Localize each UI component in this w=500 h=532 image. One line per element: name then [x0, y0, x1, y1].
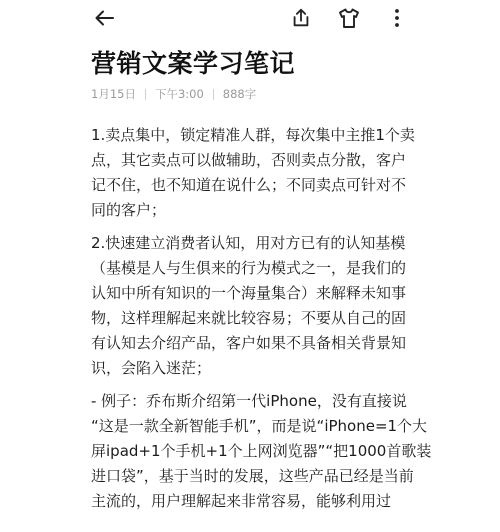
note-time: 下午3:00 — [154, 87, 204, 101]
text-line: （基模是人与生俱来的行为模式之一，是我们的 — [91, 259, 407, 277]
note-title: 营销文案学习笔记 — [91, 49, 296, 78]
share-button[interactable] — [287, 4, 315, 32]
note-meta — [91, 86, 256, 102]
text-line: 同的客户； — [91, 201, 167, 219]
text-line: 主流的，用户理解起来非常容易，能够利用过 — [91, 492, 392, 510]
text-line: 认知中所有知识的一个海量集合）来解释未知事 — [91, 284, 407, 302]
arrow-left-icon — [93, 6, 117, 30]
text-line: 物，这样理解起来就比较容易；不要从自己的固 — [91, 309, 407, 327]
paragraph — [91, 231, 413, 381]
note-word-count: 888字 — [222, 87, 257, 101]
paragraph — [91, 389, 432, 514]
text-line: 记不住，也不知道在说什么；不同卖点可针对不 — [91, 176, 407, 194]
note-body[interactable] — [91, 123, 432, 522]
text-line: - 例子：乔布斯介绍第一代iPhone，没有直接说 — [91, 392, 407, 410]
note-date: 1月15日 — [91, 87, 136, 101]
share-icon — [290, 7, 312, 29]
paragraph — [91, 123, 413, 223]
text-line: 识，会陷入迷茫； — [91, 359, 212, 377]
more-button[interactable] — [383, 4, 411, 32]
meta-divider — [213, 89, 214, 100]
text-line: 1.卖点集中，锁定精准人群，每次集中主推1个卖 — [91, 126, 415, 144]
tshirt-icon — [337, 6, 361, 30]
text-line: 屏ipad+1个手机+1个上网浏览器”“把1000首歌装 — [91, 442, 432, 460]
text-line: 有认知去介绍产品，客户如果不具备相关背景知 — [91, 334, 407, 352]
back-button[interactable] — [91, 4, 119, 32]
text-line: “这是一款全新智能手机”，而是说“iPhone=1个大 — [91, 417, 428, 435]
text-line: 2.快速建立消费者认知，用对方已有的认知基模 — [91, 234, 406, 252]
more-vertical-icon — [385, 6, 409, 30]
theme-button[interactable] — [335, 4, 363, 32]
text-line: 进口袋”，基于当时的发展，这些产品已经是当前 — [91, 467, 414, 485]
text-line: 点，其它卖点可以做辅助，否则卖点分散，客户 — [91, 151, 407, 169]
meta-divider — [145, 89, 146, 100]
toolbar — [0, 0, 500, 36]
